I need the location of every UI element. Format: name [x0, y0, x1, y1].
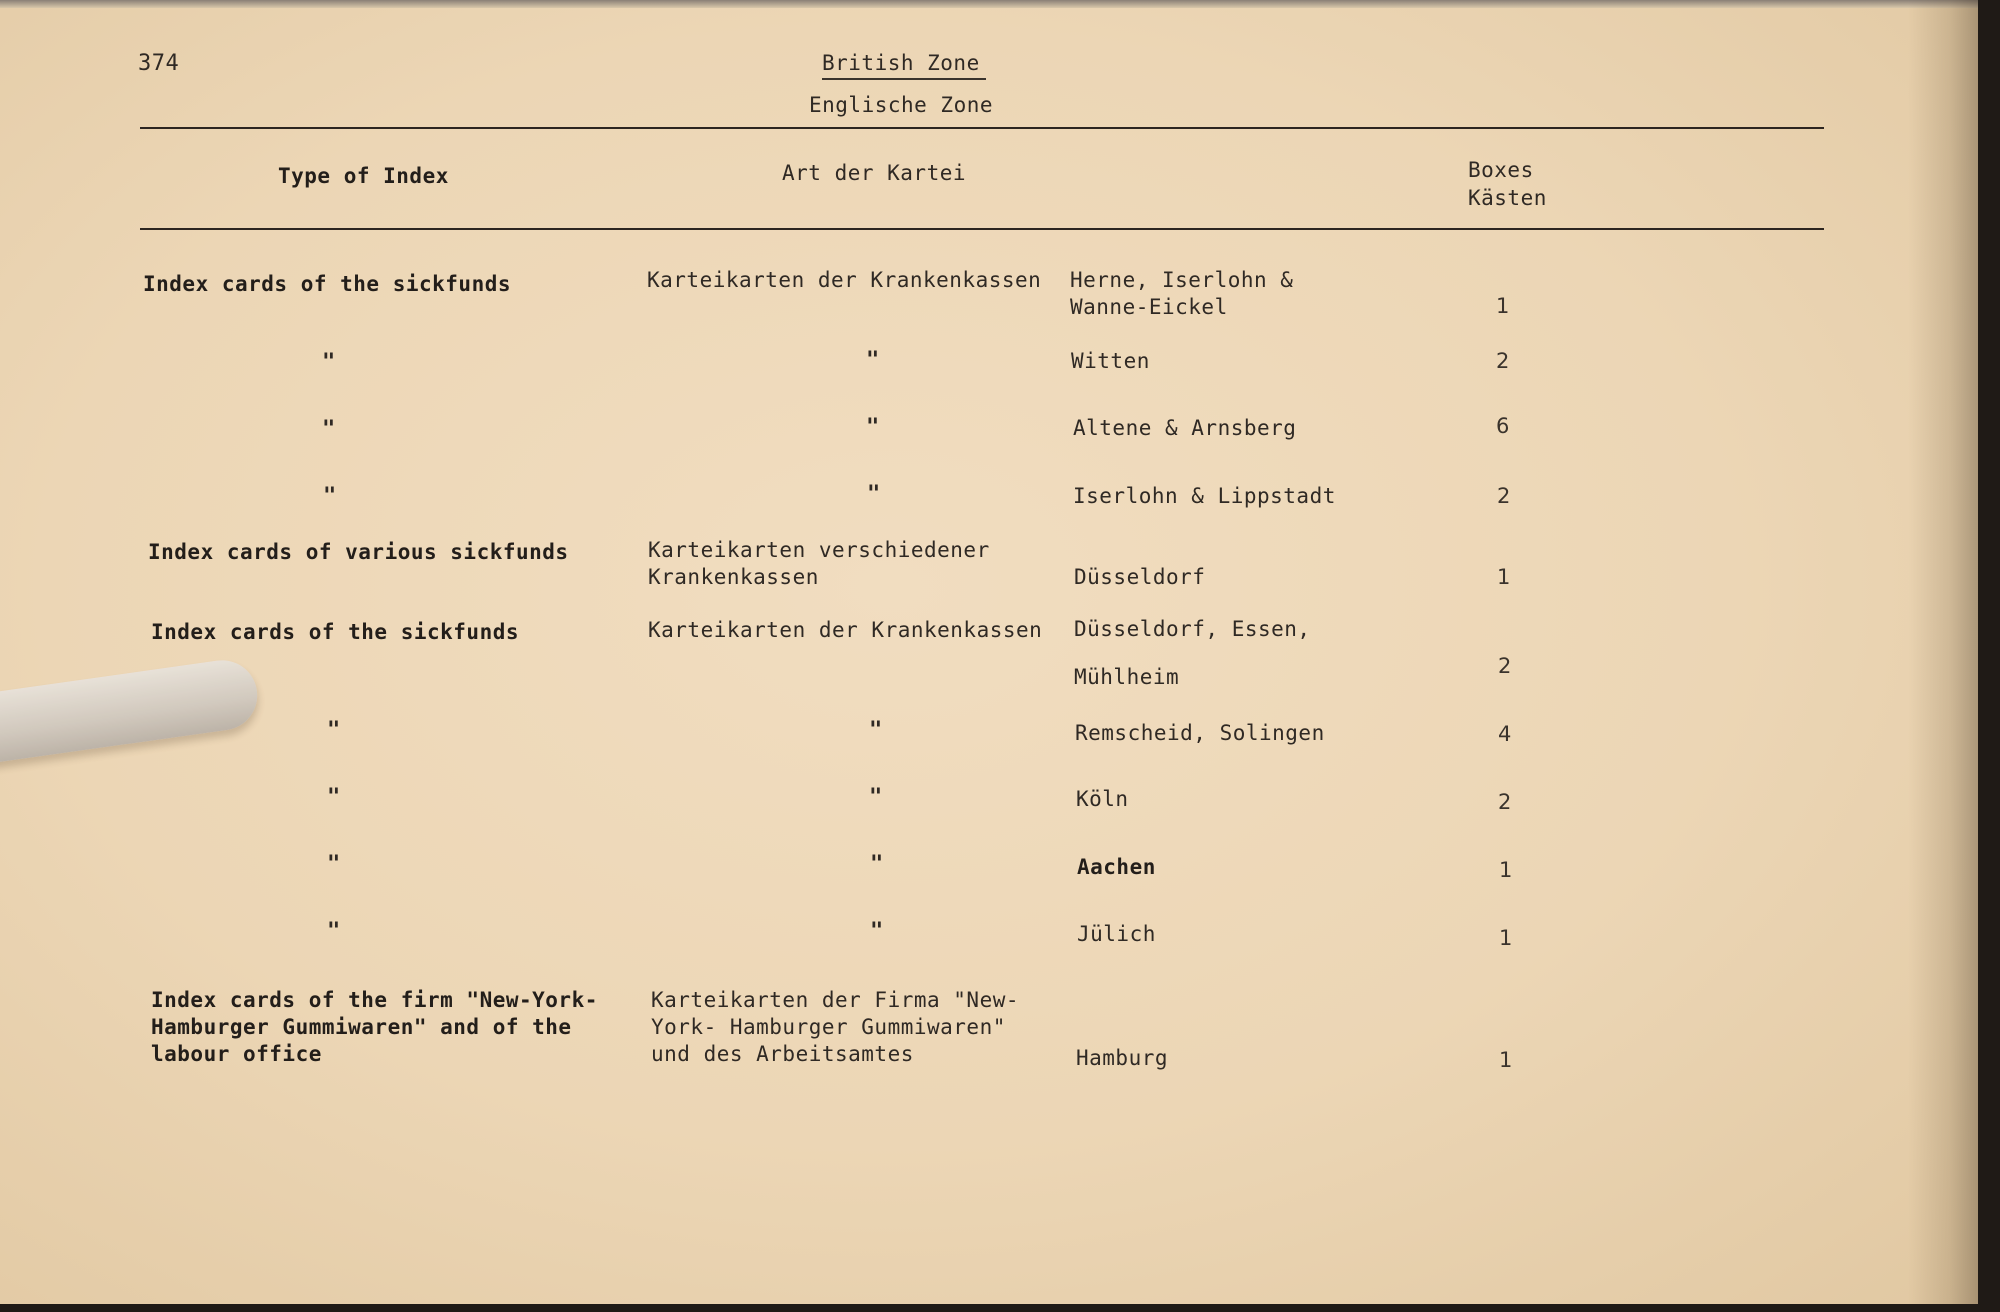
column-header-kasten: Kästen — [1468, 186, 1547, 210]
row-9-type-ditto: " — [327, 852, 341, 877]
row-6-boxes: 2 — [1498, 654, 1512, 678]
header-rule-bottom — [140, 228, 1824, 230]
page-title: British Zone — [822, 51, 980, 75]
row-10-boxes: 1 — [1499, 926, 1513, 950]
row-5-place: Düsseldorf — [1074, 565, 1206, 589]
row-3-type-ditto: " — [322, 417, 336, 442]
row-6-art: Karteikarten der Krankenkassen — [648, 618, 1043, 642]
row-11-boxes: 1 — [1499, 1048, 1513, 1072]
row-7-art-ditto: " — [869, 718, 883, 743]
row-3-boxes: 6 — [1496, 414, 1510, 438]
row-4-place: Iserlohn & Lippstadt — [1073, 484, 1336, 508]
column-header-boxes: Boxes — [1468, 158, 1534, 182]
row-7-boxes: 4 — [1498, 722, 1512, 746]
row-5-boxes: 1 — [1497, 565, 1511, 589]
page-number: 374 — [138, 51, 180, 76]
page-subtitle: Englische Zone — [809, 93, 994, 117]
row-11-place: Hamburg — [1076, 1046, 1169, 1070]
row-8-place: Köln — [1076, 787, 1129, 811]
row-2-place: Witten — [1071, 349, 1150, 373]
row-7-type-ditto: " — [327, 718, 341, 743]
title-underline — [822, 78, 986, 80]
row-11-art: Karteikarten der Firma "New- York- Hamburger Gummiwaren" und des Arbeitsamtes — [651, 988, 1020, 1066]
row-4-art-ditto: " — [867, 482, 881, 507]
row-7-place: Remscheid, Solingen — [1075, 721, 1325, 745]
row-4-boxes: 2 — [1497, 484, 1511, 508]
page-right-edge-shadow — [1908, 0, 1978, 1304]
row-1-type: Index cards of the sickfunds — [143, 272, 512, 296]
row-1-place: Herne, Iserlohn & Wanne-Eickel — [1070, 268, 1294, 319]
row-8-art-ditto: " — [869, 785, 883, 810]
row-3-art-ditto: " — [866, 415, 880, 440]
row-3-place: Altene & Arnsberg — [1073, 416, 1297, 440]
row-5-type: Index cards of various sickfunds — [148, 540, 569, 564]
row-10-place: Jülich — [1077, 922, 1156, 946]
row-9-boxes: 1 — [1499, 858, 1513, 882]
row-10-type-ditto: " — [327, 919, 341, 944]
row-8-type-ditto: " — [327, 785, 341, 810]
row-6-type: Index cards of the sickfunds — [151, 620, 520, 644]
row-6-place: Düsseldorf, Essen, Mühlheim — [1074, 617, 1311, 689]
row-9-art-ditto: " — [870, 852, 884, 877]
page-weight-pointer — [0, 656, 262, 770]
row-4-type-ditto: " — [323, 484, 337, 509]
row-1-art: Karteikarten der Krankenkassen — [647, 268, 1042, 292]
row-1-boxes: 1 — [1496, 294, 1510, 318]
column-header-art-der-kartei: Art der Kartei — [782, 161, 967, 185]
page-top-edge — [0, 0, 1978, 8]
row-8-boxes: 2 — [1498, 790, 1512, 814]
row-9-place: Aachen — [1077, 855, 1156, 879]
row-2-art-ditto: " — [866, 348, 880, 373]
row-10-art-ditto: " — [870, 919, 884, 944]
row-2-boxes: 2 — [1496, 349, 1510, 373]
row-2-type-ditto: " — [322, 350, 336, 375]
column-header-type-of-index: Type of Index — [278, 164, 449, 188]
header-rule-top — [140, 127, 1824, 129]
row-5-art: Karteikarten verschiedener Krankenkassen — [648, 538, 990, 589]
row-11-type: Index cards of the firm "New-York- Hamburger Gummiwaren" and of the labour office — [151, 988, 598, 1066]
